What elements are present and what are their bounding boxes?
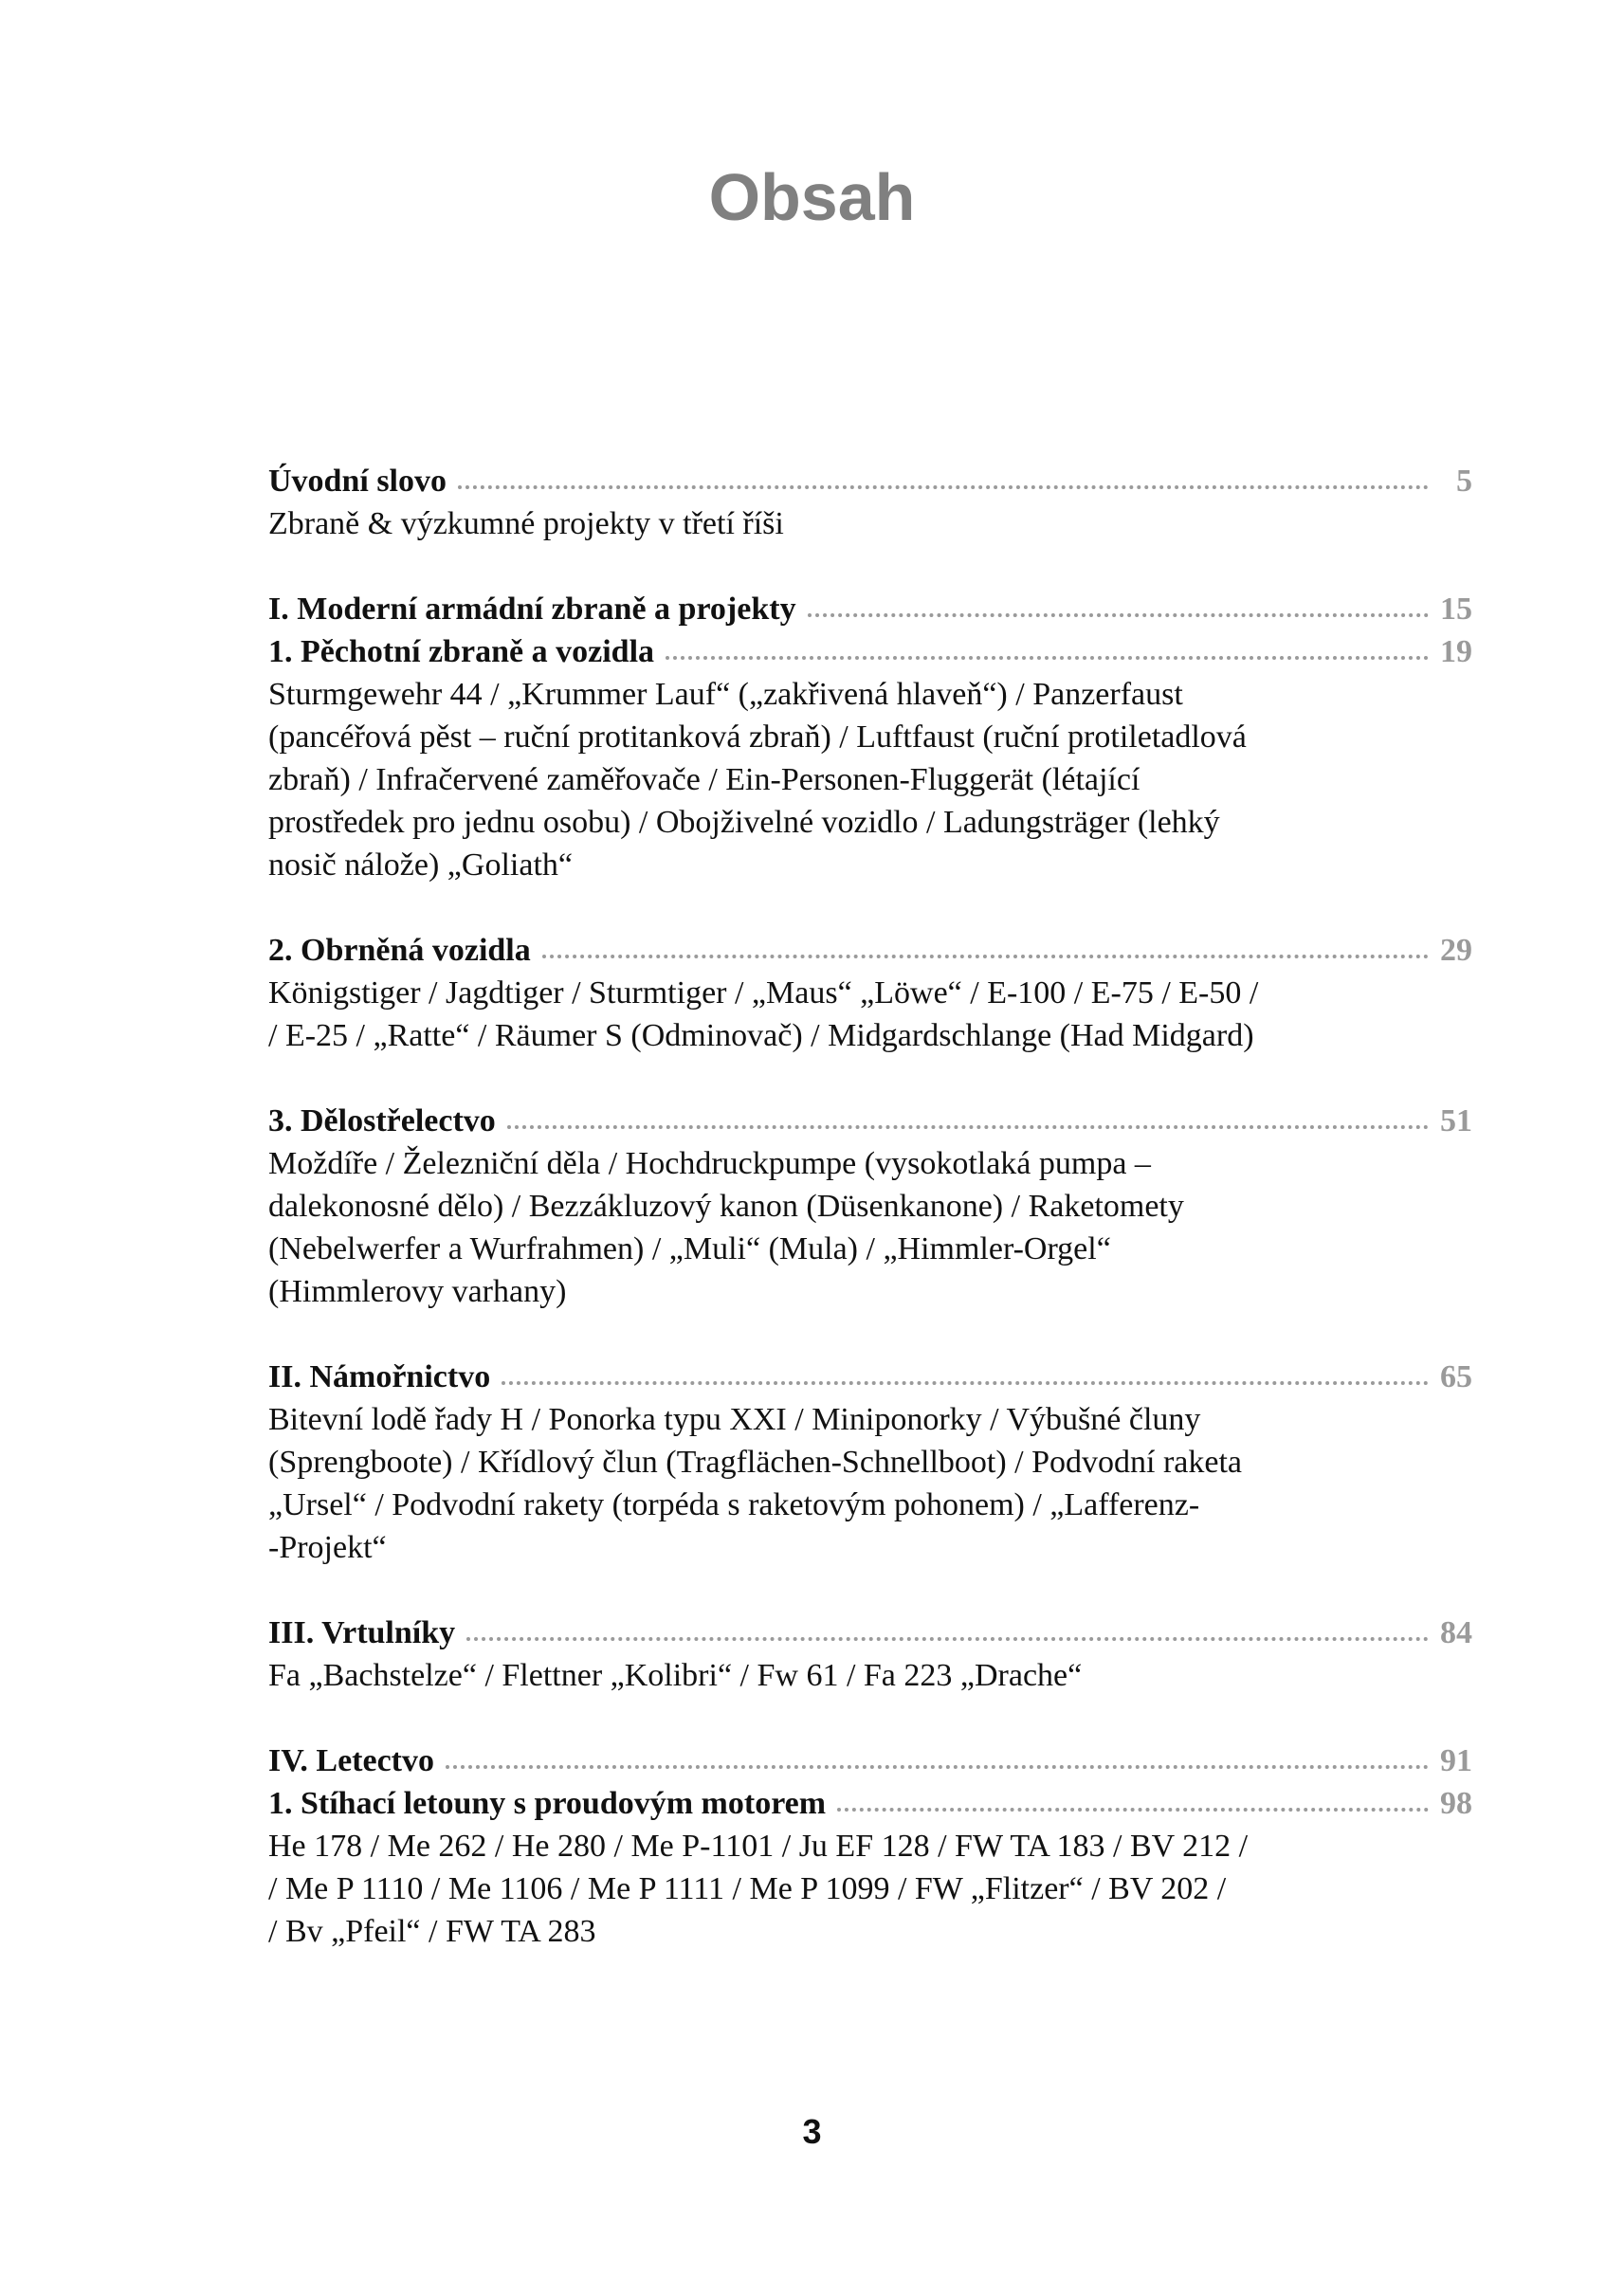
toc-entry-label: Úvodní slovo: [268, 464, 447, 499]
page-title: Obsah: [708, 160, 916, 234]
toc-entry-page: 65: [1440, 1359, 1472, 1394]
toc-entry-page: 5: [1456, 464, 1472, 499]
toc-section-delostrelectvo: [268, 1100, 1472, 1313]
toc-section-letectvo: [268, 1739, 1472, 1953]
toc-entry[interactable]: [268, 630, 1472, 673]
dot-leader: [837, 1808, 1429, 1812]
toc-entry-label: 3. Dělostřelectvo: [268, 1103, 496, 1138]
dot-leader: [502, 1381, 1429, 1385]
dot-leader: [466, 1637, 1429, 1641]
section-spacer: [268, 886, 1472, 929]
toc-entry[interactable]: [268, 1612, 1472, 1654]
toc-entry-label: 2. Obrněná vozidla: [268, 933, 531, 968]
toc-entry-page: 15: [1440, 592, 1472, 627]
toc-section-description: Bitevní lodě řady H / Ponorka typu XXI / Miniponorky / Výbušné čluny (Sprengboote) / Křídlový člun (Tragflächen-Schnellboot) / Podvodní raketa „Ursel“ / Podvodní rakety (torpéda s raketovým pohonem) / „Lafferenz- -Projekt“: [268, 1402, 1243, 1565]
toc-entry-label: I. Moderní armádní zbraně a projekty: [268, 592, 796, 627]
toc-entry[interactable]: [268, 1782, 1472, 1825]
dot-leader: [542, 955, 1429, 958]
toc-section-description: Moždíře / Železniční děla / Hochdruckpumpe (vysokotlaká pumpa – dalekonosné dělo) / Bezzákluzový kanon (Düsenkanone) / Raketomety (Nebelwerfer a Wurfrahmen) / „Muli“ (Mula) / „Himmler-Orgel“ (Himmlerovy varhany): [268, 1146, 1184, 1309]
toc-section-vrtulniky: [268, 1612, 1472, 1697]
toc-entry[interactable]: [268, 1100, 1472, 1142]
section-spacer: [268, 1569, 1472, 1612]
toc-entry[interactable]: [268, 588, 1472, 630]
toc-entry-page: 19: [1440, 634, 1472, 669]
toc-section-description: Zbraně & výzkumné projekty v třetí říši: [268, 506, 784, 541]
dot-leader: [446, 1765, 1429, 1769]
toc-entry-page: 91: [1440, 1743, 1472, 1778]
toc-section-description: He 178 / Me 262 / He 280 / Me P-1101 / Ju EF 128 / FW TA 183 / BV 212 / / Me P 1110 / Me 1106 / Me P 1111 / Me P 1099 / FW „Flitzer“ / BV 202 / / Bv „Pfeil“ / FW TA 283: [268, 1829, 1249, 1949]
section-spacer: [268, 1697, 1472, 1739]
dot-leader: [458, 485, 1429, 489]
toc-entry-page: 29: [1440, 933, 1472, 968]
toc-entry-page: 84: [1440, 1615, 1472, 1650]
toc-section-uvodni-slovo: [268, 460, 1472, 545]
toc-entry-label: 1. Stíhací letouny s proudovým motorem: [268, 1786, 827, 1821]
toc-entry-label: IV. Letectvo: [268, 1743, 434, 1778]
toc-entry[interactable]: [268, 460, 1472, 502]
toc-section-obrnena-vozidla: [268, 929, 1472, 1057]
toc-section-description: Königstiger / Jagdtiger / Sturmtiger / „Maus“ „Löwe“ / E-100 / E-75 / E-50 / / E-25 / „Ratte“ / Räumer S (Odminovač) / Midgardschlange (Had Midgard): [268, 975, 1259, 1053]
toc-entry-page: 98: [1440, 1786, 1472, 1821]
dot-leader: [808, 613, 1429, 617]
toc-entry-page: 51: [1440, 1103, 1472, 1138]
section-spacer: [268, 1313, 1472, 1356]
dot-leader: [507, 1125, 1429, 1129]
toc-entry[interactable]: [268, 929, 1472, 972]
toc-section-description: Sturmgewehr 44 / „Krummer Lauf“ („zakřivená hlaveň“) / Panzerfaust (pancéřová pěst – ruční protitanková zbraň) / Luftfaust (ruční protiletadlová zbraň) / Infračervené zaměřovače / Ein-Personen-Fluggerät (létající prostředek pro jednu osobu) / Obojživelné vozidlo / Ladungsträger (lehký nosič nálože) „Goliath“: [268, 677, 1247, 883]
toc-section-description: Fa „Bachstelze“ / Flettner „Kolibri“ / Fw 61 / Fa 223 „Drache“: [268, 1658, 1083, 1693]
toc-entry-label: III. Vrtulníky: [268, 1615, 456, 1650]
toc-entry[interactable]: [268, 1739, 1472, 1782]
page-number: 3: [802, 2112, 822, 2151]
toc-section-namornictvo: [268, 1356, 1472, 1569]
toc-entry[interactable]: [268, 1356, 1472, 1398]
dot-leader: [666, 656, 1429, 660]
section-spacer: [268, 545, 1472, 588]
section-spacer: [268, 1057, 1472, 1100]
toc-section-armadni-zbrane: [268, 588, 1472, 886]
toc-entry-label: II. Námořnictvo: [268, 1359, 491, 1394]
toc-entry-label: 1. Pěchotní zbraně a vozidla: [268, 634, 655, 669]
table-of-contents: [268, 460, 1472, 1953]
